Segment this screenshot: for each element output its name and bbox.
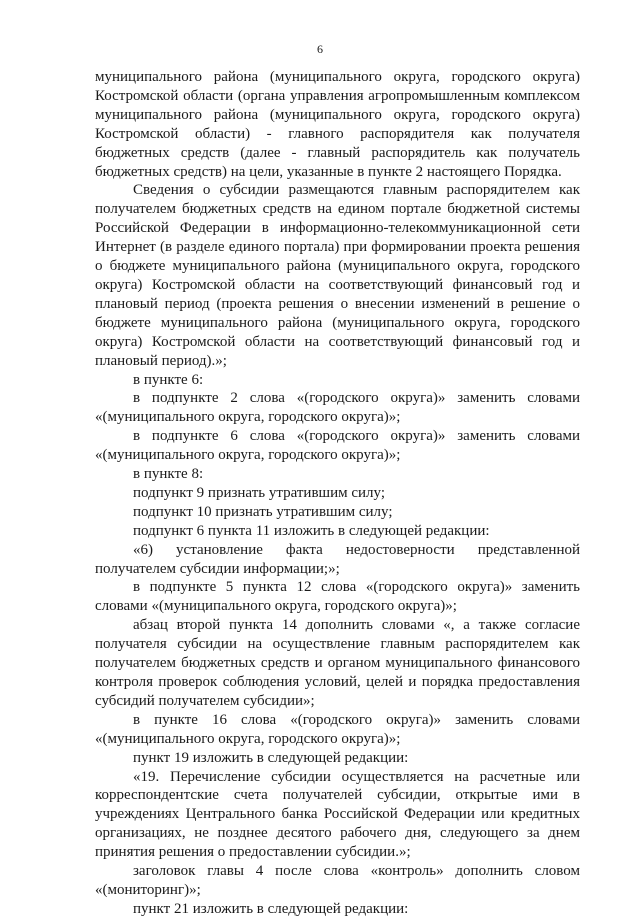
paragraph-9: подпункт 6 пункта 11 изложить в следующей редакции: [133,522,490,539]
paragraph-1: муниципального района (муниципального округа, городского округа) Костромской области (органа управления агропромышленным комплексом муниципального района (муниципального округа, городского округа) Костромской области) - главного распорядителя как получателя бюджетных средств (далее - главный распорядитель как получатель бюджетных средств) на цели, указанные в пункте 2 настоящего Порядка. [95,69,580,180]
paragraph-5: в подпункте 6 слова «(городского округа)» заменить словами «(муниципального округа, городского округа)»; [95,428,580,464]
paragraph-8: подпункт 10 признать утратившим силу; [133,503,393,520]
paragraph-12: абзац второй пункта 14 дополнить словами «, а также согласие получателя субсидии на осуществление главным распорядителем как получателем бюджетных средств и органом муниципального финансового контроля проверок соблюдения условий, целей и порядка предоставления субсидий получателем субсидии»; [95,617,580,709]
paragraph-11: в подпункте 5 пункта 12 слова «(городского округа)» заменить словами «(муниципального округа, городского округа)»; [95,579,580,615]
paragraph-16: заголовок главы 4 после слова «контроль» дополнить словом «(мониторинг)»; [95,863,580,898]
paragraph-3: в пункте 6: [133,371,204,388]
paragraph-10: «6) установление факта недостоверности представленной получателем субсидии информации;»; [95,541,580,577]
paragraph-14: пункт 19 изложить в следующей редакции: [133,749,409,766]
paragraph-15: «19. Перечисление субсидии осуществляется на расчетные или корреспондентские счета получателей субсидии, открытые ими в учреждениях Центрального банка Российской Федерации или кредитных организациях, не позднее десятого рабочего дня, следующего за днем принятия решения о предоставлении субсидии.»; [95,768,580,861]
paragraph-13: в пункте 16 слова «(городского округа)» заменить словами «(муниципального округа, городского округа)»; [95,711,580,747]
page-number: 6 [317,42,323,56]
paragraph-6: в пункте 8: [133,466,204,483]
paragraph-2: Сведения о субсидии размещаются главным распорядителем как получателем бюджетных средств на едином портале бюджетной системы Российской Федерации в информационно-телекоммуникационной сети Интернет (в разделе единого портала) при формировании проекта решения о бюджете муниципального района (муниципального округа, городского округа) Костромской области на соответствующий финансовый год и плановый период (проекта решения о внесении изменений в решение о бюджете муниципального района (муниципального округа, городского округа) Костромской области на соответствующий финансовый год и плановый период).»; [95,182,580,369]
paragraph-7: подпункт 9 признать утратившим силу; [133,484,385,501]
paragraph-4: в подпункте 2 слова «(городского округа)» заменить словами «(муниципального округа, городского округа)»; [95,390,580,426]
document-body [95,68,580,919]
paragraph-17: пункт 21 изложить в следующей редакции: [133,900,409,917]
